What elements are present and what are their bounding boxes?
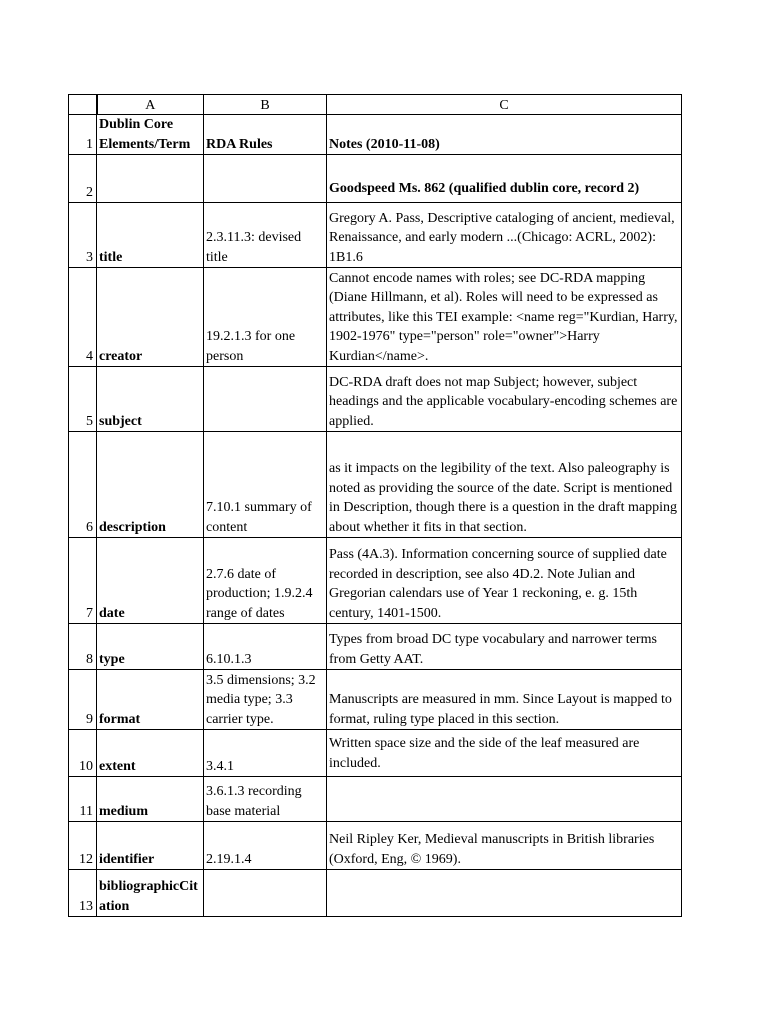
cell-b: 2.3.11.3: devised title — [204, 203, 327, 268]
row-number: 9 — [69, 670, 97, 730]
cell-a: bibliographicCitation — [97, 870, 204, 917]
cell-c: DC-RDA draft does not map Subject; however, subject headings and the applicable vocabulary-encoding schemes are applied. — [327, 367, 682, 432]
table-row — [69, 203, 682, 268]
cell-b: 19.2.1.3 for one person — [204, 268, 327, 367]
cell-c: Pass (4A.3). Information concerning source of supplied date recorded in description, see also 4D.2. Note Julian and Gregorian calendars use of Year 1 reckoning, e. g. 15th century, 1401-1500. — [327, 538, 682, 624]
table-row — [69, 367, 682, 432]
row-number: 13 — [69, 870, 97, 917]
row-number: 11 — [69, 777, 97, 822]
cell-b: 3.5 dimensions; 3.2 media type; 3.3 carrier type. — [204, 670, 327, 730]
column-header-a: A — [97, 95, 204, 115]
table-row — [69, 777, 682, 822]
table-row — [69, 432, 682, 538]
table-row — [69, 624, 682, 670]
table-row — [69, 870, 682, 917]
cell-c: Cannot encode names with roles; see DC-RDA mapping (Diane Hillmann, et al). Roles will need to be expressed as attributes, like this TEI example: <name reg="Kurdian, Harry, 1902-1976" type="person" role="owner">Harry Kurdian</name>. — [327, 268, 682, 367]
cell-a: Dublin Core Elements/Term — [97, 115, 204, 155]
row-number: 3 — [69, 203, 97, 268]
cell-a: type — [97, 624, 204, 670]
cell-c: Types from broad DC type vocabulary and narrower terms from Getty AAT. — [327, 624, 682, 670]
table-row — [69, 822, 682, 870]
cell-c — [327, 777, 682, 822]
cell-c: Neil Ripley Ker, Medieval manuscripts in British libraries (Oxford, Eng, © 1969). — [327, 822, 682, 870]
cell-b: 3.4.1 — [204, 730, 327, 777]
cell-a: date — [97, 538, 204, 624]
cell-a: title — [97, 203, 204, 268]
cell-a: subject — [97, 367, 204, 432]
table-row — [69, 538, 682, 624]
row-number: 10 — [69, 730, 97, 777]
cell-b: 7.10.1 summary of content — [204, 432, 327, 538]
column-header-row — [69, 95, 682, 115]
cell-a: description — [97, 432, 204, 538]
cell-b: 6.10.1.3 — [204, 624, 327, 670]
cell-b: 3.6.1.3 recording base material — [204, 777, 327, 822]
cell-c — [327, 870, 682, 917]
row-number: 1 — [69, 115, 97, 155]
cell-b — [204, 367, 327, 432]
row-number: 5 — [69, 367, 97, 432]
cell-a: medium — [97, 777, 204, 822]
cell-c: Manuscripts are measured in mm. Since Layout is mapped to format, ruling type placed in this section. — [327, 670, 682, 730]
cell-b: 2.7.6 date of production; 1.9.2.4 range of dates — [204, 538, 327, 624]
cell-c: Goodspeed Ms. 862 (qualified dublin core, record 2) — [327, 155, 682, 203]
table-row — [69, 670, 682, 730]
row-number: 4 — [69, 268, 97, 367]
corner-cell — [69, 95, 97, 115]
cell-a — [97, 155, 204, 203]
cell-a: extent — [97, 730, 204, 777]
column-header-c: C — [327, 95, 682, 115]
table-row — [69, 155, 682, 203]
spreadsheet-table — [68, 94, 682, 917]
cell-b — [204, 870, 327, 917]
cell-c: as it impacts on the legibility of the text. Also paleography is noted as providing the source of the date. Script is mentioned in Description, though there is a question in the draft mapping about whether it fits in that section. — [327, 432, 682, 538]
cell-c: Gregory A. Pass, Descriptive cataloging of ancient, medieval, Renaissance, and early modern ...(Chicago: ACRL, 2002): 1B1.6 — [327, 203, 682, 268]
row-number: 2 — [69, 155, 97, 203]
cell-b: RDA Rules — [204, 115, 327, 155]
row-number: 6 — [69, 432, 97, 538]
cell-b — [204, 155, 327, 203]
cell-a: identifier — [97, 822, 204, 870]
table-row — [69, 115, 682, 155]
cell-a: format — [97, 670, 204, 730]
cell-c: Written space size and the side of the leaf measured are included. — [327, 730, 682, 777]
row-number: 8 — [69, 624, 97, 670]
table-row — [69, 730, 682, 777]
cell-c: Notes (2010-11-08) — [327, 115, 682, 155]
row-number: 12 — [69, 822, 97, 870]
cell-a: creator — [97, 268, 204, 367]
column-header-b: B — [204, 95, 327, 115]
cell-b: 2.19.1.4 — [204, 822, 327, 870]
row-number: 7 — [69, 538, 97, 624]
table-row — [69, 268, 682, 367]
